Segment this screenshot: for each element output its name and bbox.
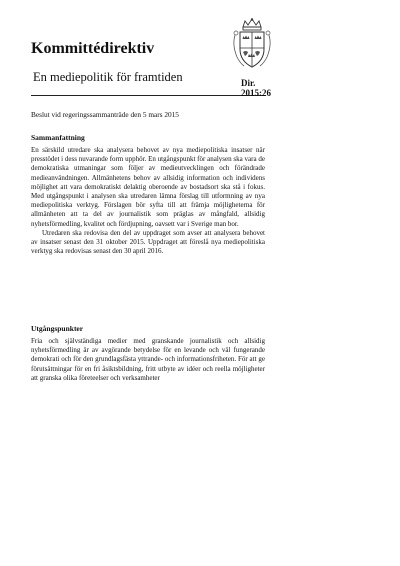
section-body-sammanfattning (31, 146, 265, 256)
paragraph: Fria och självständiga medier med granskande journalistik och allsidig nyhetsförmedling är av avgörande betydelse för en levande och väl fungerande demokrati och för den grundlagsfästa yttrande- och informationsfriheten. För att ge förutsättningar för en fri åsiktsbildning, fritt utbyte av idéer och reella möjligheter att granska olika företeelser och verksamheter (31, 337, 265, 382)
paragraph: En särskild utredare ska analysera behovet av nya mediepolitiska insatser när presstödet i dess nuvarande form upphör. En utgångspunkt för analysen ska vara de demokratiska utmaningar som följer av medieutvecklingen och förändrade medieanvändningen. Allmänhetens behov av allsidig information och individens möjlighet att vara demokratiskt delaktig oberoende av bostadsort ska stå i fokus. Med utgångspunkt i analysen ska utredaren lämna förslag till utformning av nya mediepolitiska verktyg. Förslagen bör syfta till att främja möjligheterna för allmänheten att ta del av journalistik som präglas av mångfald, allsidig nyhetsförmedling, kvalitet och fördjupning, oavsett var i Sverige man bor. (31, 146, 265, 228)
section-body-utgangspunkter (31, 337, 265, 383)
paragraph: Utredaren ska redovisa den del av uppdraget som avser att analysera behovet av insatser senast den 31 oktober 2015. Uppdraget att föreslå nya mediepolitiska verktyg ska redovisas senast den 30 april 2016. (31, 228, 265, 256)
section-heading-sammanfattning: Sammanfattning (31, 133, 85, 142)
directive-number: 2015:26 (241, 88, 271, 98)
directive-number-block (241, 78, 271, 98)
decision-date-line: Beslut vid regeringssammanträde den 5 mars 2015 (31, 110, 179, 119)
section-heading-utgangspunkter: Utgångspunkter (31, 324, 84, 333)
title-divider (31, 95, 266, 96)
swedish-coat-of-arms-icon (231, 17, 273, 71)
document-subtitle: En mediepolitik för framtiden (33, 70, 183, 84)
document-title: Kommittédirektiv (31, 40, 155, 57)
directive-label: Dir. (241, 78, 256, 88)
